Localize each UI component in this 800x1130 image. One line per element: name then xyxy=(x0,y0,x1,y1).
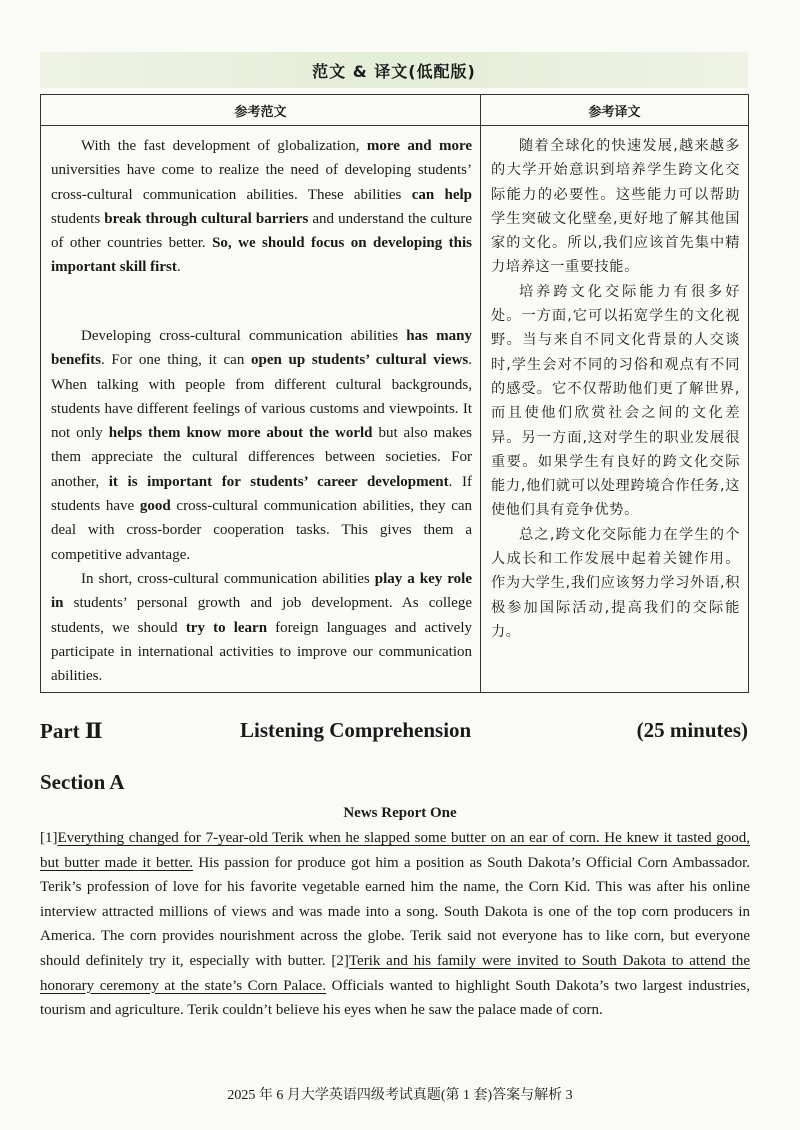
news-report-title: News Report One xyxy=(343,805,457,821)
text-run: cross-cultural communication abilities, they can deal with cross-border cooperation tasks. This gives them a competitive advantage. xyxy=(51,498,473,563)
chinese-translation-cell xyxy=(481,126,749,693)
bold-phrase: break through cultural barriers xyxy=(104,210,309,227)
bold-phrase: it is important for students’ career development xyxy=(108,473,449,490)
text-run: foreign languages and actively participate in international activities to improve our communication abilities. xyxy=(51,619,472,685)
text-run: universities have come to realize the need of developing students’ cross-cultural communication abilities. These abilities xyxy=(51,162,472,203)
text-run: His passion for produce got him a position as South Dakota’s Official Corn Ambassador. Terik’s profession of love for his favorite vegetable earned him the name, the Corn Kid. This was after his online interview attracted millions of views and was made into a song. South Dakota is one of the top corn producers in America. The corn provides nourishment across the globe. Terik said not everyone has to like corn, but everyone should definitely try it, especially with butter. [2] xyxy=(40,854,750,969)
text-run: . When talking with people from different cultural backgrounds, students have different feelings of various customs and viewpoints. It not only xyxy=(51,352,472,442)
reference-table xyxy=(40,94,749,693)
part-time: (25 minutes) xyxy=(636,718,748,742)
bold-phrase: has many benefits xyxy=(51,328,472,369)
chinese-paragraph-1: 随着全球化的快速发展,越来越多的大学开始意识到培养学生跨文化交际能力的必要性。这些能力可以帮助学生突破文化壁垒,更好地了解其他国家的文化。所以,我们应该首先集中精力培养这一重要技能。 xyxy=(491,138,740,276)
text-run: . xyxy=(176,259,181,276)
part-title: Listening Comprehension xyxy=(240,718,472,742)
header-translation: 参考译文 xyxy=(481,95,749,126)
bold-phrase: play a key role in xyxy=(51,570,472,612)
text-run: [1] xyxy=(40,830,58,846)
chinese-paragraph-2: 培养跨文化交际能力有很多好处。一方面,它可以拓宽学生的文化视野。当与来自不同文化背景的人交谈时,学生会对不同的习俗和观点有不同的感受。它不仅帮助他们更了解世界,而且使他们欣赏社会之间的文化差异。另一方面,这对学生的职业发展很重要。如果学生有良好的跨文化交际能力,他们就可以处理跨境合作任务,这使他们具有竞争优势。 xyxy=(491,283,740,519)
bold-phrase: So, we should focus on developing this important skill first xyxy=(51,235,472,276)
bold-phrase: can help xyxy=(411,186,472,203)
english-paragraph-3 xyxy=(51,567,472,688)
english-paragraph-2 xyxy=(51,324,472,567)
chinese-paragraph-3: 总之,跨文化交际能力在学生的个人成长和工作发展中起着关键作用。作为大学生,我们应该努力学习外语,积极参加国际活动,提高我们的交际能力。 xyxy=(491,526,740,640)
header-sample-essay: 参考范文 xyxy=(41,95,481,126)
bold-phrase: try to learn xyxy=(185,619,268,636)
text-run: and understand the culture of other countries better. xyxy=(51,210,472,252)
title-banner xyxy=(40,52,748,88)
bold-phrase: good xyxy=(139,498,171,515)
table-header-row xyxy=(41,95,749,126)
text-run: . If students have xyxy=(51,473,472,515)
english-essay-cell xyxy=(41,126,481,693)
text-run: students xyxy=(51,210,105,227)
section-title: Section A xyxy=(40,770,125,794)
text-run: With the fast development of globalization, xyxy=(81,138,367,154)
underlined-answer-sentence: Terik and his family were invited to South Dakota to attend the honorary ceremony at the state’s Corn Palace. xyxy=(40,952,750,994)
english-paragraph-1 xyxy=(51,134,472,304)
underlined-answer-sentence: Everything changed for 7-year-old Terik when he slapped some butter on an ear of corn. He knew it tasted good, but butter made it better. xyxy=(40,830,750,871)
part-heading xyxy=(40,718,748,752)
table-body-row xyxy=(41,126,749,693)
text-run: . For one thing, it can xyxy=(101,352,251,369)
text-run: students’ personal growth and job development. As college students, we should xyxy=(51,595,472,636)
text-run: Developing cross-cultural communication abilities xyxy=(81,328,407,344)
text-run: In short, cross-cultural communication abilities xyxy=(81,570,375,587)
bold-phrase: open up students’ cultural views xyxy=(250,352,469,369)
page-footer: 2025 年 6 月大学英语四级考试真题(第 1 套)答案与解析 3 xyxy=(227,1088,573,1103)
bold-phrase: helps them know more about the world xyxy=(108,425,373,442)
banner-title: 范文 & 译文(低配版) xyxy=(312,61,476,81)
news-report-body xyxy=(40,826,750,1023)
bold-phrase: more and more xyxy=(366,138,473,154)
text-run: but also makes them appreciate the cultural differences between societies. For another, xyxy=(51,425,472,490)
text-run: Officials wanted to highlight South Dakota’s two largest industries, tourism and agriculture. Terik couldn’t believe his eyes when he saw the palace made of corn. xyxy=(40,977,750,1019)
part-label: Part Ⅱ xyxy=(40,719,103,743)
